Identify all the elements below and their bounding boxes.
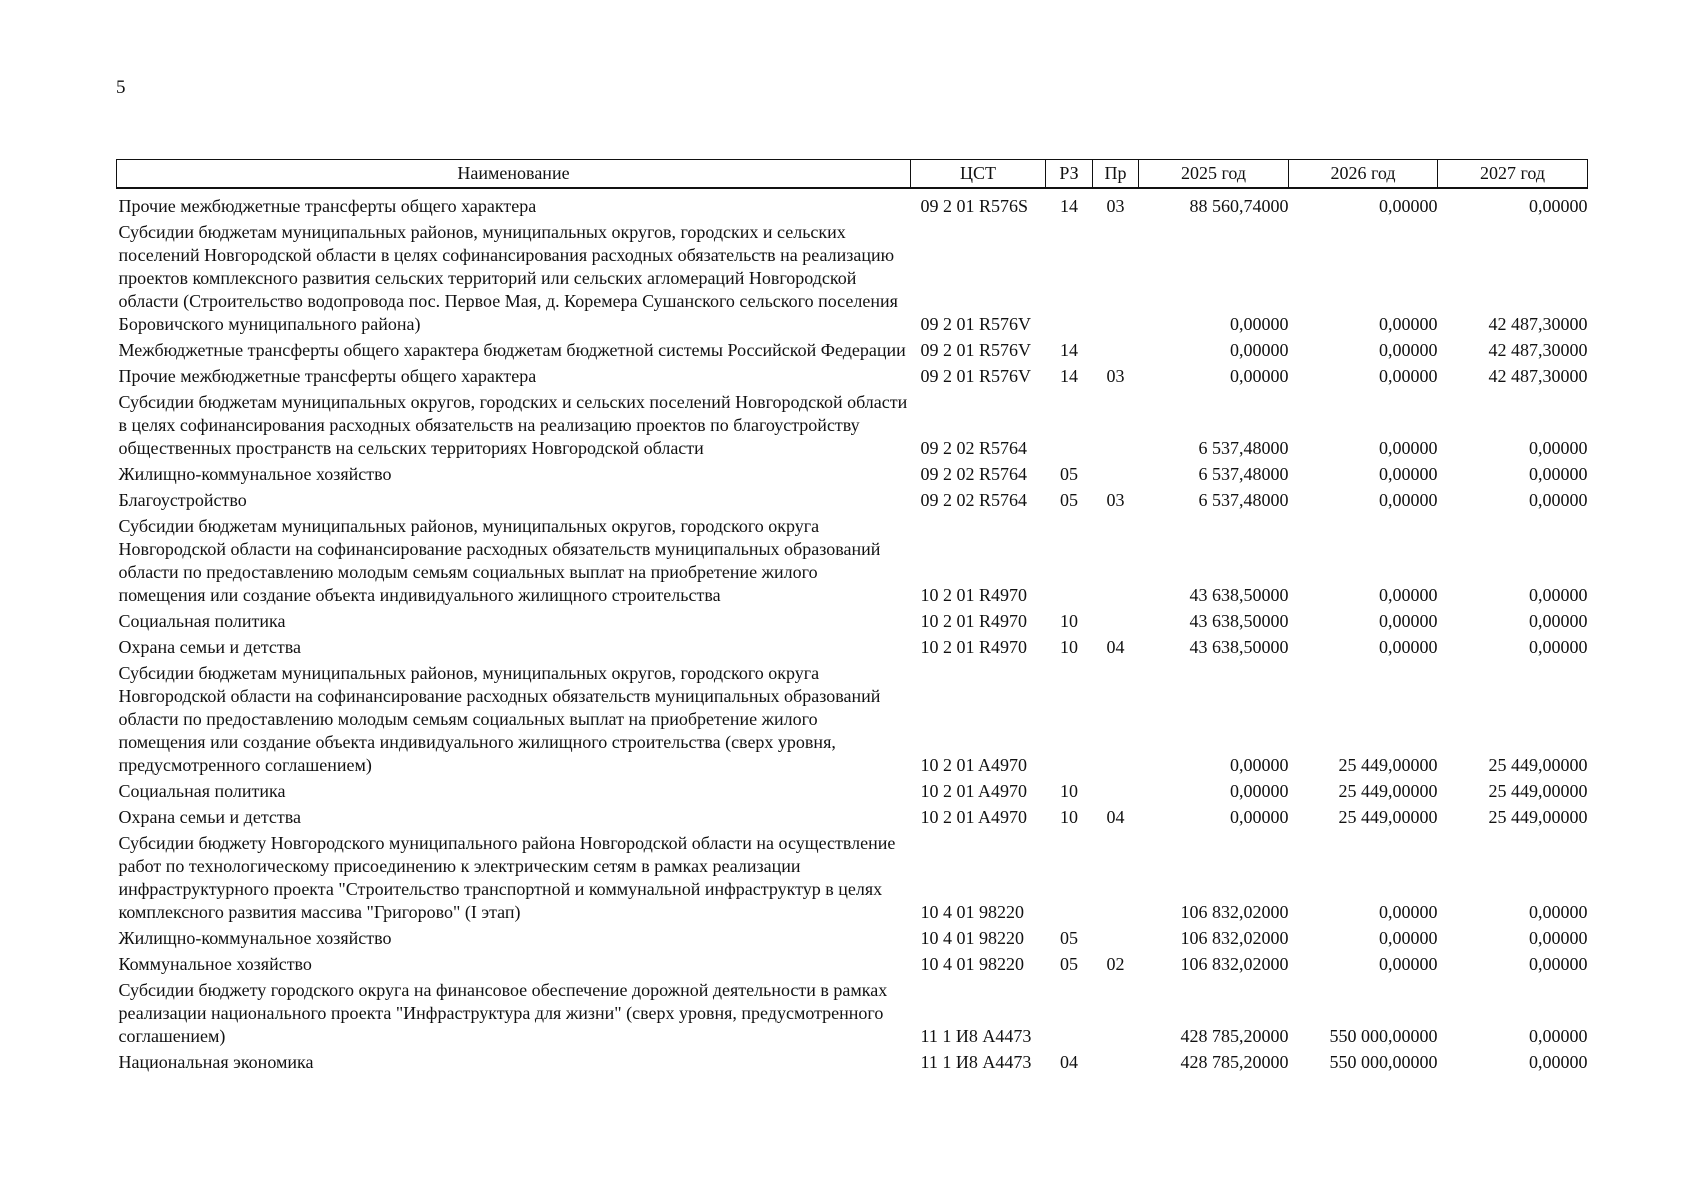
cell-name: Благоустройство bbox=[118, 490, 247, 510]
cell-y2026: 0,00000 bbox=[1379, 490, 1438, 510]
table-row bbox=[117, 610, 1588, 636]
cell-y2027: 0,00000 bbox=[1529, 1026, 1588, 1046]
cell-y2026: 0,00000 bbox=[1379, 314, 1438, 334]
cell-pr: 03 bbox=[1106, 366, 1125, 386]
cell-pr bbox=[1093, 610, 1139, 636]
cell-cst: 09 2 02 R5764 bbox=[920, 438, 1028, 458]
cell-y2025: 428 785,20000 bbox=[1180, 1052, 1289, 1072]
cell-y2025: 6 537,48000 bbox=[1198, 490, 1289, 510]
cell-rz: 14 bbox=[1060, 340, 1078, 360]
table-row bbox=[117, 662, 1588, 780]
cell-y2025: 106 832,02000 bbox=[1180, 902, 1289, 922]
cell-y2025: 0,00000 bbox=[1230, 755, 1289, 775]
cell-pr bbox=[1093, 1051, 1139, 1077]
cell-rz: 14 bbox=[1060, 196, 1078, 216]
cell-rz bbox=[1046, 979, 1093, 1051]
cell-cst: 10 2 01 R4970 bbox=[920, 585, 1028, 605]
cell-name: Прочие межбюджетные трансферты общего характера bbox=[118, 196, 537, 216]
cell-name: Субсидии бюджету городского округа на финансовое обеспечение дорожной деятельности в рамках реализации национального проекта "Инфраструктура для жизни" (сверх уровня, предусмотренного соглашением) bbox=[118, 980, 888, 1046]
cell-y2025: 6 537,48000 bbox=[1198, 438, 1289, 458]
cell-y2025: 106 832,02000 bbox=[1180, 954, 1289, 974]
table-row bbox=[117, 832, 1588, 927]
cell-cst: 10 2 01 A4970 bbox=[920, 755, 1028, 775]
cell-y2026: 550 000,00000 bbox=[1329, 1026, 1438, 1046]
header-2027: 2027 год bbox=[1438, 160, 1588, 189]
table-row bbox=[117, 339, 1588, 365]
table-row bbox=[117, 221, 1588, 339]
cell-name: Межбюджетные трансферты общего характера бюджетам бюджетной системы Российской Федерации bbox=[118, 340, 906, 360]
table-row bbox=[117, 489, 1588, 515]
header-rz: РЗ bbox=[1046, 160, 1093, 189]
cell-cst: 10 4 01 98220 bbox=[920, 902, 1024, 922]
cell-rz: 05 bbox=[1060, 490, 1078, 510]
cell-cst: 10 2 01 A4970 bbox=[920, 807, 1028, 827]
cell-y2027: 0,00000 bbox=[1529, 196, 1588, 216]
cell-y2027: 0,00000 bbox=[1529, 902, 1588, 922]
table-row bbox=[117, 515, 1588, 610]
header-pr: Пр bbox=[1093, 160, 1139, 189]
header-2025: 2025 год bbox=[1139, 160, 1289, 189]
cell-y2025: 0,00000 bbox=[1230, 781, 1289, 801]
cell-y2027: 0,00000 bbox=[1529, 464, 1588, 484]
cell-y2027: 0,00000 bbox=[1529, 611, 1588, 631]
cell-y2027: 42 487,30000 bbox=[1488, 366, 1588, 386]
cell-name: Национальная экономика bbox=[118, 1052, 314, 1072]
page-number: 5 bbox=[116, 77, 126, 98]
header-name: Наименование bbox=[117, 160, 911, 189]
cell-y2026: 0,00000 bbox=[1379, 464, 1438, 484]
cell-rz: 10 bbox=[1060, 807, 1078, 827]
table-body bbox=[117, 188, 1588, 1077]
cell-pr: 03 bbox=[1106, 490, 1125, 510]
cell-pr bbox=[1093, 927, 1139, 953]
cell-rz: 05 bbox=[1060, 928, 1078, 948]
table-row bbox=[117, 927, 1588, 953]
cell-y2026: 0,00000 bbox=[1379, 438, 1438, 458]
cell-cst: 09 2 01 R576V bbox=[920, 366, 1032, 386]
table-row bbox=[117, 780, 1588, 806]
cell-name: Жилищно-коммунальное хозяйство bbox=[118, 928, 392, 948]
cell-y2025: 43 638,50000 bbox=[1189, 585, 1289, 605]
cell-y2025: 88 560,74000 bbox=[1189, 196, 1289, 216]
table-row bbox=[117, 188, 1588, 221]
cell-y2026: 25 449,00000 bbox=[1338, 755, 1438, 775]
cell-y2026: 25 449,00000 bbox=[1338, 807, 1438, 827]
cell-cst: 09 2 02 R5764 bbox=[920, 464, 1028, 484]
cell-y2027: 0,00000 bbox=[1529, 1052, 1588, 1072]
cell-y2025: 6 537,48000 bbox=[1198, 464, 1289, 484]
cell-pr bbox=[1093, 780, 1139, 806]
cell-y2026: 0,00000 bbox=[1379, 954, 1438, 974]
cell-rz: 05 bbox=[1060, 954, 1078, 974]
cell-name: Коммунальное хозяйство bbox=[118, 954, 312, 974]
cell-pr: 03 bbox=[1106, 196, 1125, 216]
cell-pr: 04 bbox=[1106, 807, 1125, 827]
cell-y2027: 0,00000 bbox=[1529, 637, 1588, 657]
cell-cst: 11 1 И8 A4473 bbox=[920, 1052, 1032, 1072]
cell-pr bbox=[1093, 391, 1139, 463]
cell-y2026: 0,00000 bbox=[1379, 928, 1438, 948]
cell-y2026: 25 449,00000 bbox=[1338, 781, 1438, 801]
cell-pr bbox=[1093, 515, 1139, 610]
cell-rz: 14 bbox=[1060, 366, 1078, 386]
cell-y2025: 106 832,02000 bbox=[1180, 928, 1289, 948]
cell-y2025: 0,00000 bbox=[1230, 807, 1289, 827]
cell-pr: 02 bbox=[1106, 954, 1125, 974]
cell-cst: 10 4 01 98220 bbox=[920, 928, 1024, 948]
cell-cst: 09 2 02 R5764 bbox=[920, 490, 1028, 510]
cell-y2025: 0,00000 bbox=[1230, 366, 1289, 386]
cell-y2025: 43 638,50000 bbox=[1189, 611, 1289, 631]
header-cst: ЦСТ bbox=[911, 160, 1046, 189]
cell-y2027: 0,00000 bbox=[1529, 954, 1588, 974]
cell-name: Прочие межбюджетные трансферты общего характера bbox=[118, 366, 537, 386]
cell-pr bbox=[1093, 832, 1139, 927]
cell-y2026: 0,00000 bbox=[1379, 340, 1438, 360]
table-row bbox=[117, 391, 1588, 463]
cell-rz bbox=[1046, 515, 1093, 610]
cell-rz: 04 bbox=[1060, 1052, 1078, 1072]
cell-pr bbox=[1093, 463, 1139, 489]
cell-name: Субсидии бюджету Новгородского муниципального района Новгородской области на осуществление работ по технологическому присоединению к электрическим сетям в рамках реализации инфраструктурного проекта "Строительство транспортной и коммунальной инфраструктур в целях комплексного развития массива "Григорово" (I этап) bbox=[118, 833, 896, 922]
cell-y2027: 25 449,00000 bbox=[1488, 807, 1588, 827]
cell-y2027: 0,00000 bbox=[1529, 438, 1588, 458]
table-row bbox=[117, 463, 1588, 489]
cell-rz bbox=[1046, 662, 1093, 780]
table-row bbox=[117, 806, 1588, 832]
cell-y2027: 42 487,30000 bbox=[1488, 340, 1588, 360]
cell-y2027: 0,00000 bbox=[1529, 490, 1588, 510]
cell-cst: 09 2 01 R576V bbox=[920, 314, 1032, 334]
cell-rz bbox=[1046, 832, 1093, 927]
cell-name: Субсидии бюджетам муниципальных районов, муниципальных округов, городских и сельских поселений Новгородской области в целях софинансирования расходных обязательств на реализацию проектов комплексного развития сельских территорий или сельских агломераций Новгородской области (Строительство водопровода пос. Первое Мая, д. Коремера Сушанского сельского поселения Боровичского муниципального района) bbox=[118, 222, 898, 334]
cell-y2027: 25 449,00000 bbox=[1488, 781, 1588, 801]
cell-rz: 10 bbox=[1060, 611, 1078, 631]
cell-name: Социальная политика bbox=[118, 781, 286, 801]
table-row bbox=[117, 365, 1588, 391]
cell-pr bbox=[1093, 979, 1139, 1051]
cell-y2026: 0,00000 bbox=[1379, 611, 1438, 631]
cell-rz: 10 bbox=[1060, 637, 1078, 657]
cell-name: Субсидии бюджетам муниципальных районов, муниципальных округов, городского округа Новгородской области на софинансирование расходных обязательств муниципальных образований области по предоставлению молодым семьям социальных выплат на приобретение жилого помещения или создание объекта индивидуального жилищного строительства bbox=[118, 516, 881, 605]
cell-cst: 10 4 01 98220 bbox=[920, 954, 1024, 974]
table-row bbox=[117, 1051, 1588, 1077]
cell-cst: 10 2 01 R4970 bbox=[920, 611, 1028, 631]
cell-y2025: 43 638,50000 bbox=[1189, 637, 1289, 657]
cell-pr: 04 bbox=[1106, 637, 1125, 657]
cell-y2027: 0,00000 bbox=[1529, 585, 1588, 605]
cell-name: Социальная политика bbox=[118, 611, 286, 631]
cell-y2026: 550 000,00000 bbox=[1329, 1052, 1438, 1072]
cell-y2027: 25 449,00000 bbox=[1488, 755, 1588, 775]
cell-cst: 10 2 01 R4970 bbox=[920, 637, 1028, 657]
table-row bbox=[117, 979, 1588, 1051]
table-row bbox=[117, 953, 1588, 979]
cell-y2025: 428 785,20000 bbox=[1180, 1026, 1289, 1046]
cell-pr bbox=[1093, 662, 1139, 780]
cell-pr bbox=[1093, 339, 1139, 365]
cell-y2027: 0,00000 bbox=[1529, 928, 1588, 948]
cell-y2026: 0,00000 bbox=[1379, 585, 1438, 605]
cell-name: Жилищно-коммунальное хозяйство bbox=[118, 464, 392, 484]
cell-y2026: 0,00000 bbox=[1379, 196, 1438, 216]
cell-rz bbox=[1046, 221, 1093, 339]
cell-y2025: 0,00000 bbox=[1230, 314, 1289, 334]
table-row bbox=[117, 636, 1588, 662]
cell-cst: 10 2 01 A4970 bbox=[920, 781, 1028, 801]
cell-y2025: 0,00000 bbox=[1230, 340, 1289, 360]
cell-y2027: 42 487,30000 bbox=[1488, 314, 1588, 334]
cell-pr bbox=[1093, 221, 1139, 339]
cell-y2026: 0,00000 bbox=[1379, 902, 1438, 922]
table-header-row bbox=[117, 160, 1588, 189]
cell-name: Охрана семьи и детства bbox=[118, 807, 302, 827]
cell-cst: 09 2 01 R576S bbox=[920, 196, 1029, 216]
cell-cst: 09 2 01 R576V bbox=[920, 340, 1032, 360]
cell-y2026: 0,00000 bbox=[1379, 637, 1438, 657]
cell-name: Субсидии бюджетам муниципальных районов, муниципальных округов, городского округа Новгородской области на софинансирование расходных обязательств муниципальных образований области по предоставлению молодым семьям социальных выплат на приобретение жилого помещения или создание объекта индивидуального жилищного строительства (сверх уровня, предусмотренного соглашением) bbox=[118, 663, 881, 775]
cell-y2026: 0,00000 bbox=[1379, 366, 1438, 386]
cell-rz bbox=[1046, 391, 1093, 463]
cell-cst: 11 1 И8 A4473 bbox=[920, 1026, 1032, 1046]
cell-rz: 05 bbox=[1060, 464, 1078, 484]
budget-table bbox=[116, 159, 1588, 1077]
cell-name: Охрана семьи и детства bbox=[118, 637, 302, 657]
cell-name: Субсидии бюджетам муниципальных округов, городских и сельских поселений Новгородской области в целях софинансирования расходных обязательств на реализацию проектов по благоустройству общественных пространств на сельских территориях Новгородской области bbox=[118, 392, 908, 458]
header-2026: 2026 год bbox=[1289, 160, 1438, 189]
cell-rz: 10 bbox=[1060, 781, 1078, 801]
